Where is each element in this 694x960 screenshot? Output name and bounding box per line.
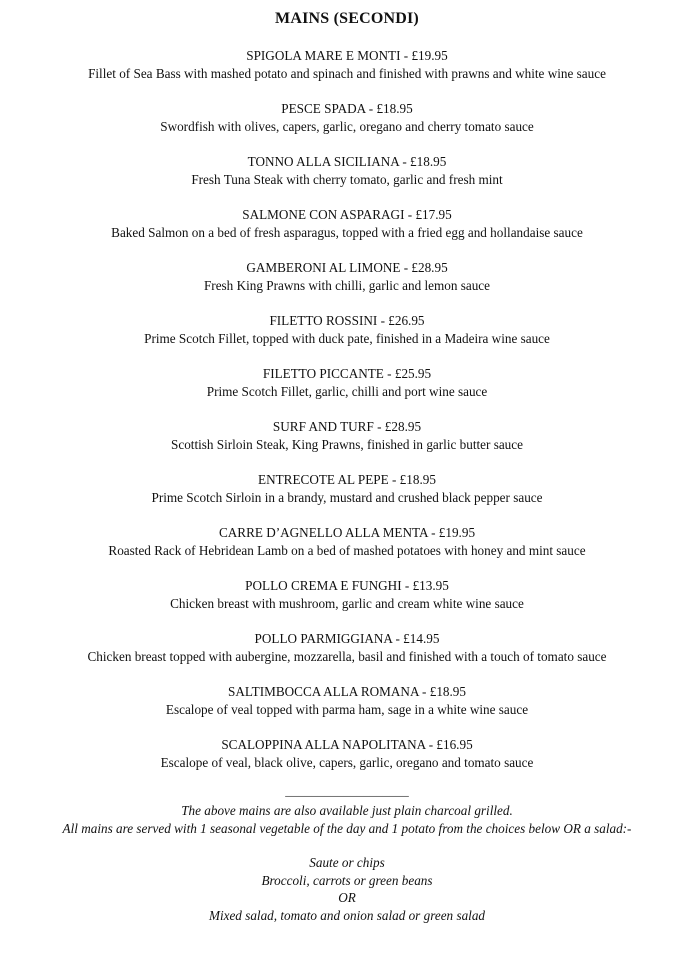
- dish-description: Escalope of veal topped with parma ham, sage in a white wine sauce: [165, 702, 529, 717]
- dish-description: Baked Salmon on a bed of fresh asparagus, topped with a fried egg and hollandaise sauce: [111, 225, 583, 240]
- menu-item: [0, 153, 694, 189]
- dish-name: POLLO PARMIGGIANA - £14.95: [254, 631, 440, 646]
- menu-item: [0, 100, 694, 136]
- dish-name: TONNO ALLA SICILIANA - £18.95: [247, 154, 447, 169]
- dish-description: Prime Scotch Fillet, garlic, chilli and port wine sauce: [206, 384, 488, 399]
- dish-name: SURF AND TURF - £28.95: [272, 419, 422, 434]
- choice-line: Broccoli, carrots or green beans: [261, 872, 433, 888]
- dish-name: SCALOPPINA ALLA NAPOLITANA - £16.95: [221, 737, 473, 752]
- serving-notes: [0, 802, 694, 837]
- menu-item: [0, 683, 694, 719]
- choice-line: OR: [338, 890, 356, 905]
- dish-name: GAMBERONI AL LIMONE - £28.95: [246, 260, 448, 275]
- dish-name: FILETTO PICCANTE - £25.95: [262, 366, 432, 381]
- dish-name: SALTIMBOCCA ALLA ROMANA - £18.95: [227, 684, 466, 699]
- choice-line: Saute or chips: [309, 855, 385, 870]
- dish-description: Scottish Sirloin Steak, King Prawns, finished in garlic butter sauce: [171, 437, 523, 452]
- menu-item: [0, 471, 694, 507]
- dish-name: SPIGOLA MARE E MONTI - £19.95: [246, 48, 448, 63]
- dish-name: CARRE D’AGNELLO ALLA MENTA - £19.95: [218, 525, 476, 540]
- menu-item: [0, 630, 694, 666]
- dish-name: FILETTO ROSSINI - £26.95: [269, 313, 425, 328]
- dish-name: ENTRECOTE AL PEPE - £18.95: [258, 472, 436, 487]
- menu-item: [0, 365, 694, 401]
- dish-description: Swordfish with olives, capers, garlic, oregano and cherry tomato sauce: [160, 119, 534, 134]
- dish-name: SALMONE CON ASPARAGI - £17.95: [242, 207, 452, 222]
- dish-description: Fresh King Prawns with chilli, garlic and lemon sauce: [203, 278, 491, 293]
- menu-item: [0, 524, 694, 560]
- dish-name: PESCE SPADA - £18.95: [281, 101, 413, 116]
- menu-item: [0, 418, 694, 454]
- dish-description: Fresh Tuna Steak with cherry tomato, garlic and fresh mint: [191, 172, 503, 187]
- dish-description: Roasted Rack of Hebridean Lamb on a bed of mashed potatoes with honey and mint sauce: [108, 543, 586, 558]
- menu-item: [0, 259, 694, 295]
- menu-item: [0, 312, 694, 348]
- dish-description: Escalope of veal, black olive, capers, garlic, oregano and tomato sauce: [160, 755, 534, 770]
- menu-item: [0, 577, 694, 613]
- dish-description: Chicken breast with mushroom, garlic and cream white wine sauce: [170, 596, 524, 611]
- dish-description: Fillet of Sea Bass with mashed potato and spinach and finished with prawns and white wine sauce: [88, 66, 606, 81]
- note-line: The above mains are also available just plain charcoal grilled.: [181, 803, 513, 818]
- page-title: MAINS (SECONDI): [275, 10, 419, 27]
- dish-name: POLLO CREMA E FUNGHI - £13.95: [245, 578, 449, 593]
- choice-line: Mixed salad, tomato and onion salad or green salad: [208, 907, 486, 923]
- divider-line: ___________________: [285, 783, 409, 798]
- dish-description: Prime Scotch Sirloin in a brandy, mustard and crushed black pepper sauce: [151, 490, 543, 505]
- menu-item: [0, 736, 694, 772]
- menu-item: [0, 206, 694, 242]
- dish-description: Chicken breast topped with aubergine, mozzarella, basil and finished with a touch of tomato sauce: [87, 649, 607, 664]
- menu-item: [0, 47, 694, 83]
- mains-list: [0, 47, 694, 772]
- side-choices: [0, 854, 694, 924]
- dish-description: Prime Scotch Fillet, topped with duck pate, finished in a Madeira wine sauce: [144, 331, 550, 346]
- note-line: All mains are served with 1 seasonal vegetable of the day and 1 potato from the choices below OR a salad:-: [62, 820, 632, 836]
